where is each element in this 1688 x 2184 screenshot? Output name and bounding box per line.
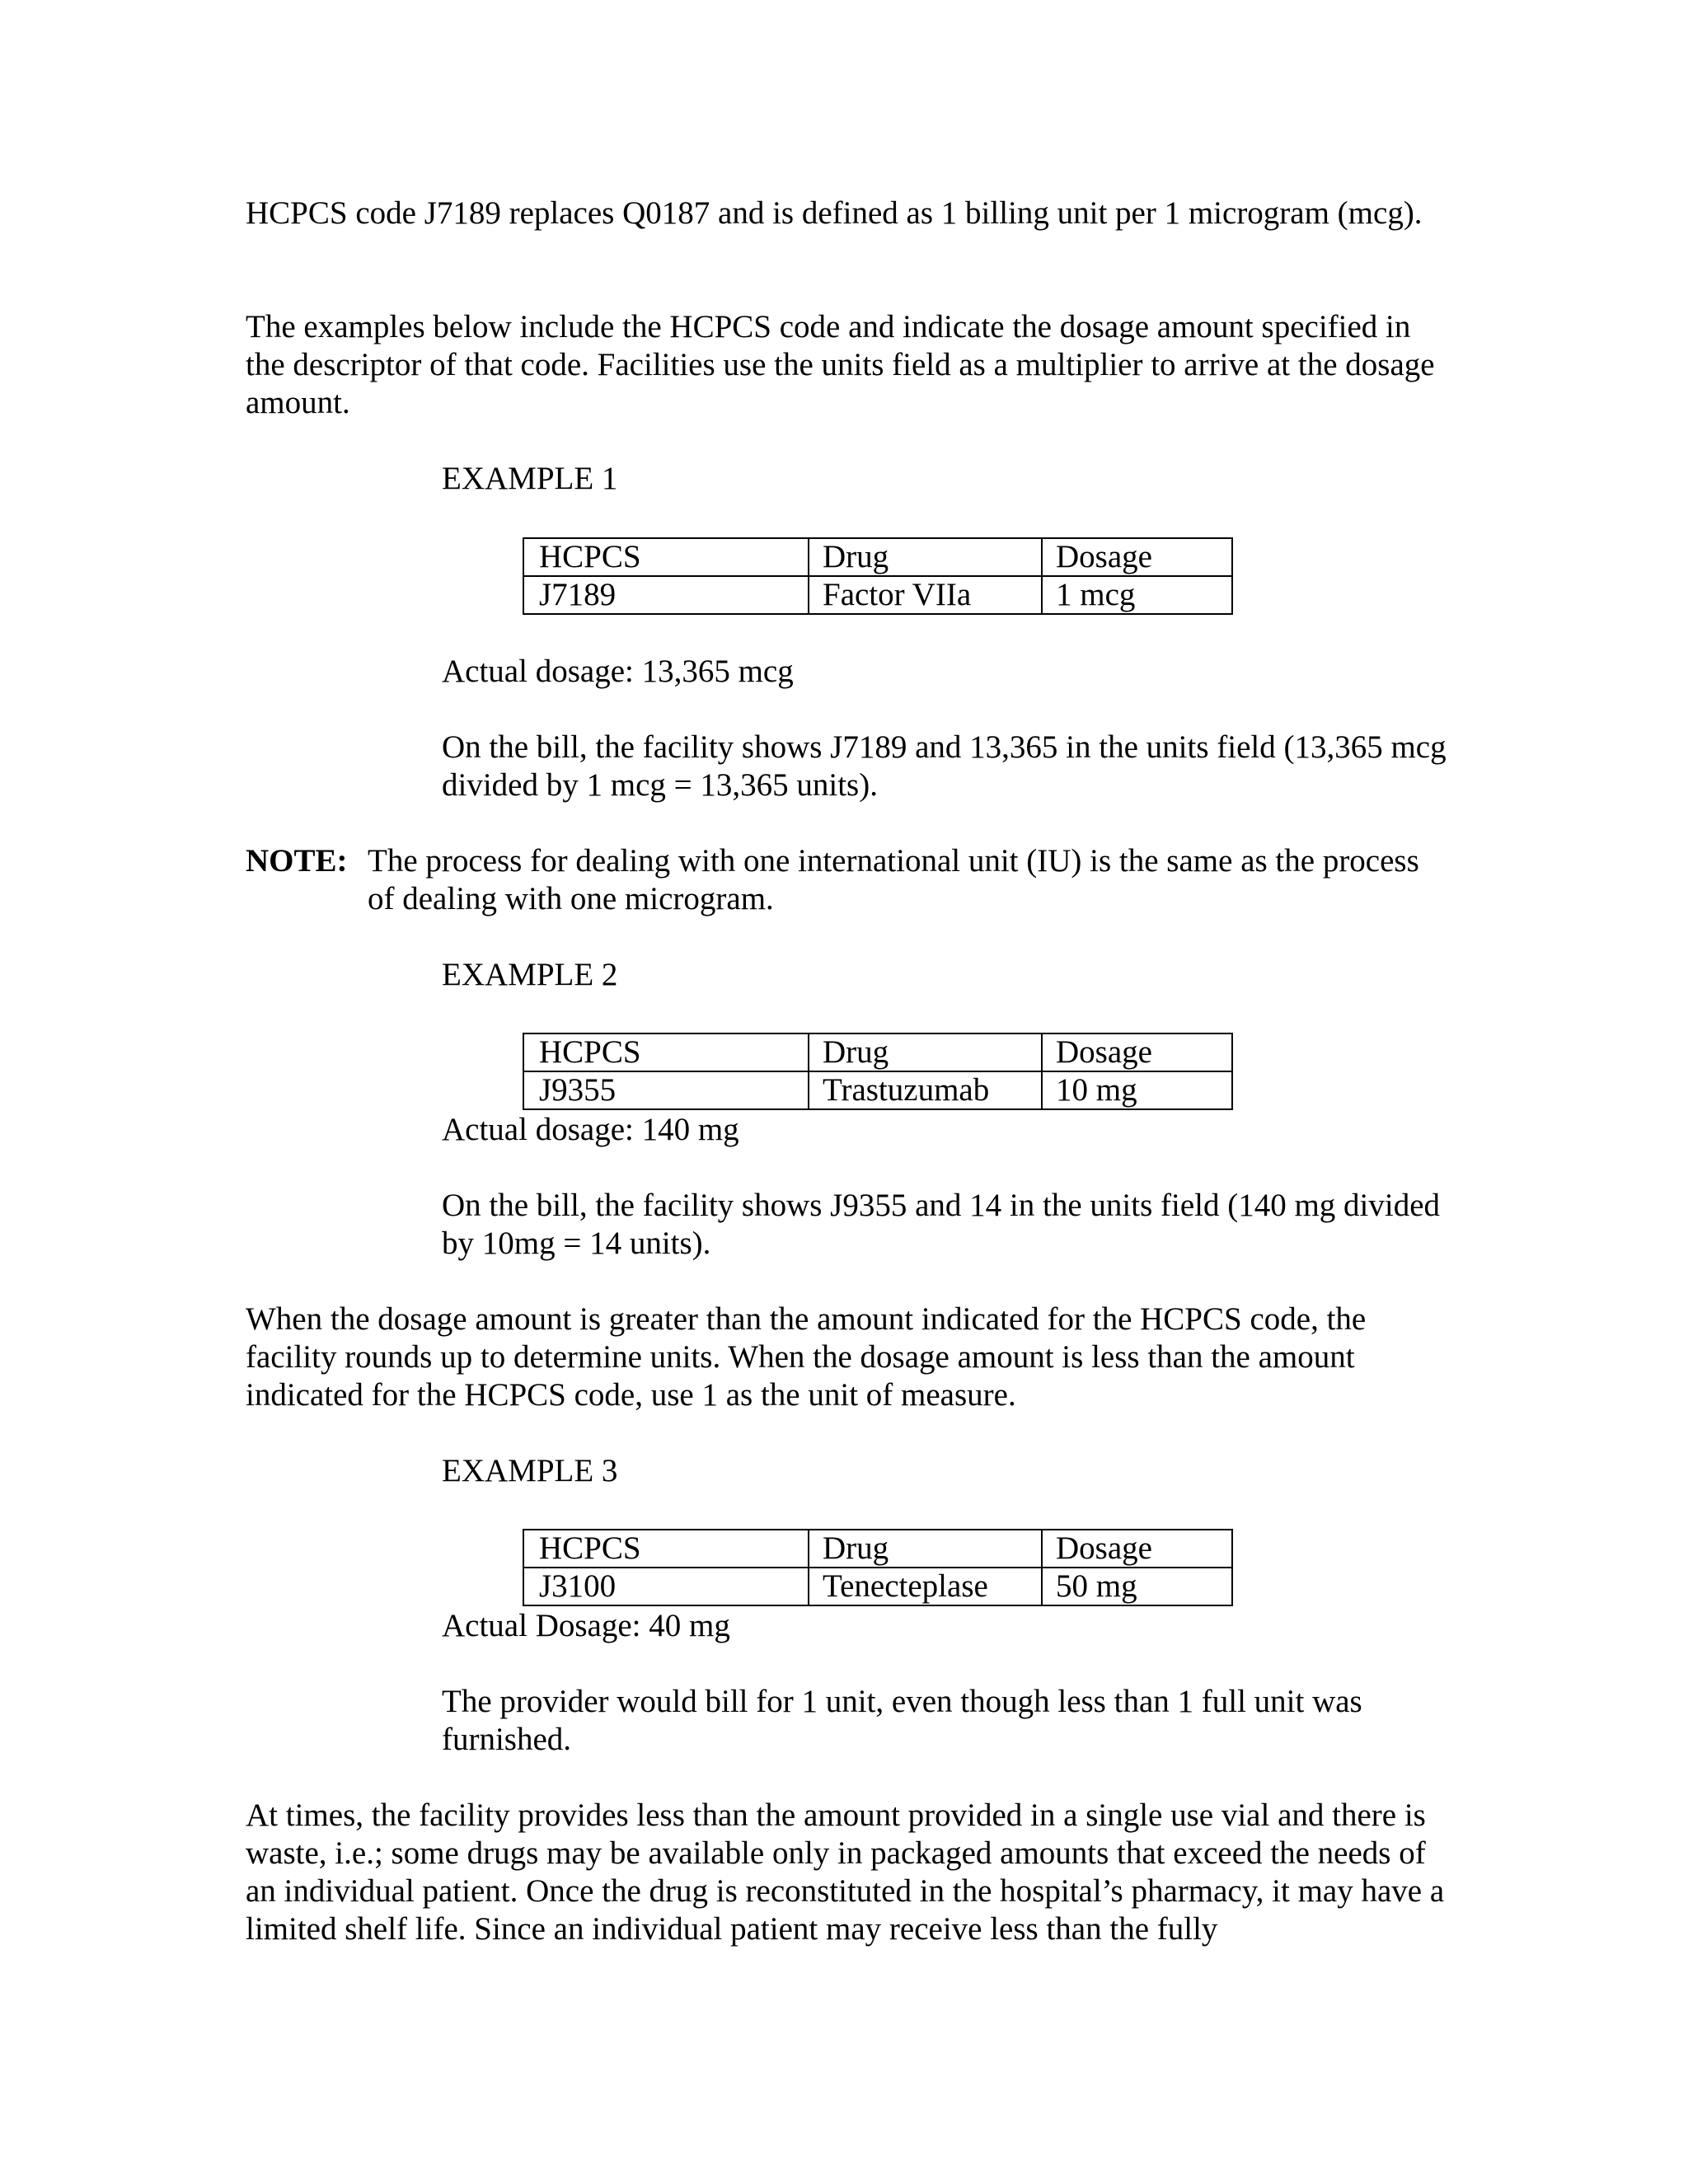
dosage-cell: 50 mg <box>1042 1568 1232 1605</box>
drug-header: Drug <box>809 1033 1042 1071</box>
example-2-title: EXAMPLE 2 <box>442 957 618 992</box>
waste-paragraph: At times, the facility provides less than the amount provided in a single use vial and there is waste, i.e.; some drugs may be available only in packaged amounts that exceed the needs of an individual patient. Once the drug is reconstituted in the hospital’s pharmacy, it may have a limited shelf life. Since an individual patient may receive less than the fully <box>246 1797 1445 1947</box>
note-label: NOTE: <box>246 843 348 879</box>
table-row <box>523 1568 1232 1605</box>
drug-cell: Factor VIIa <box>809 576 1042 614</box>
example-3-actual-dosage: Actual Dosage: 40 mg <box>442 1608 730 1643</box>
hcpcs-header: HCPCS <box>523 538 809 576</box>
drug-cell: Tenecteplase <box>809 1568 1042 1605</box>
note-text: The process for dealing with one international unit (IU) is the same as the process of dealing with one microgram. <box>368 843 1419 916</box>
example-1-title: EXAMPLE 1 <box>442 461 618 496</box>
dosage-header: Dosage <box>1042 538 1232 576</box>
dosage-cell: 10 mg <box>1042 1071 1232 1109</box>
hcpcs-cell: J9355 <box>523 1071 809 1109</box>
example-3-title: EXAMPLE 3 <box>442 1453 618 1488</box>
drug-header: Drug <box>809 1530 1042 1568</box>
rounding-paragraph: When the dosage amount is greater than the amount indicated for the HCPCS code, the facility rounds up to determine units. When the dosage amount is less than the amount indicated for the HCPCS code, use 1 as the unit of measure. <box>246 1301 1367 1413</box>
note-block <box>246 842 1449 918</box>
example-1-actual-dosage: Actual dosage: 13,365 mcg <box>442 654 794 689</box>
hcpcs-header: HCPCS <box>523 1530 809 1568</box>
dosage-cell: 1 mcg <box>1042 576 1232 614</box>
example-1-explanation: On the bill, the facility shows J7189 and 13,365 in the units field (13,365 mcg divided by 1 mcg = 13,365 units). <box>442 729 1447 803</box>
example-2-explanation: On the bill, the facility shows J9355 and 14 in the units field (140 mg divided by 10mg = 14 units). <box>442 1188 1441 1261</box>
hcpcs-cell: J3100 <box>523 1568 809 1605</box>
example-1-table <box>523 537 1233 615</box>
hcpcs-cell: J7189 <box>523 576 809 614</box>
drug-cell: Trastuzumab <box>809 1071 1042 1109</box>
hcpcs-header: HCPCS <box>523 1033 809 1071</box>
table-row <box>523 1071 1232 1109</box>
table-row <box>523 576 1232 614</box>
table-header-row <box>523 1530 1232 1568</box>
dosage-header: Dosage <box>1042 1530 1232 1568</box>
example-2-actual-dosage: Actual dosage: 140 mg <box>442 1112 739 1147</box>
example-3-explanation: The provider would bill for 1 unit, even though less than 1 full unit was furnished. <box>442 1684 1362 1757</box>
intro-paragraph: HCPCS code J7189 replaces Q0187 and is defined as 1 billing unit per 1 microgram (mcg). <box>246 195 1423 231</box>
example-3-table <box>523 1529 1233 1606</box>
examples-intro-paragraph: The examples below include the HCPCS code and indicate the dosage amount specified in the descriptor of that code. Facilities use the units field as a multiplier to arrive at the dosage amount. <box>246 309 1435 420</box>
table-header-row <box>523 1033 1232 1071</box>
dosage-header: Dosage <box>1042 1033 1232 1071</box>
example-2-table <box>523 1033 1233 1110</box>
drug-header: Drug <box>809 538 1042 576</box>
table-header-row <box>523 538 1232 576</box>
